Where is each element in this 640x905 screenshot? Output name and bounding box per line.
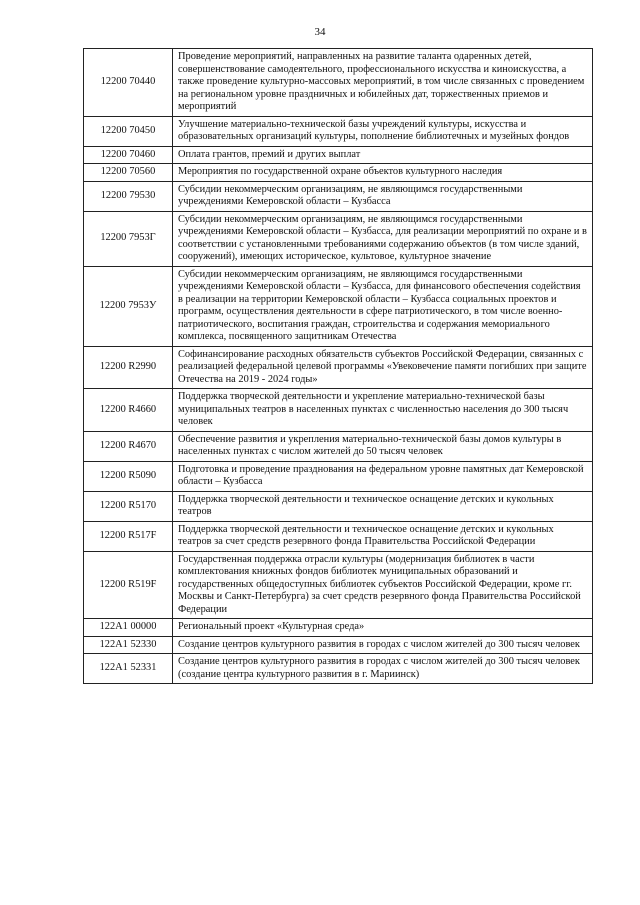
row-code: 12200 70560 bbox=[84, 164, 173, 182]
row-description: Софинансирование расходных обязательств субъектов Российской Федерации, связанных с реализацией федеральной целевой программы «Увековечение памяти погибших при защите Отечества на 2019 - 2024 годы» bbox=[173, 346, 593, 389]
row-code: 12200 R2990 bbox=[84, 346, 173, 389]
table-row bbox=[84, 654, 593, 684]
table-row bbox=[84, 164, 593, 182]
row-code: 12200 R517F bbox=[84, 521, 173, 551]
table-row bbox=[84, 211, 593, 266]
row-description: Поддержка творческой деятельности и укрепление материально-технической базы муниципальных театров в населенных пунктах с численностью населения до 300 тысяч человек bbox=[173, 389, 593, 432]
row-description: Оплата грантов, премий и других выплат bbox=[173, 146, 593, 164]
table-row bbox=[84, 491, 593, 521]
row-code: 12200 79530 bbox=[84, 181, 173, 211]
table-row bbox=[84, 461, 593, 491]
row-code: 122А1 52330 bbox=[84, 636, 173, 654]
table-row bbox=[84, 146, 593, 164]
row-description: Поддержка творческой деятельности и техническое оснащение детских и кукольных театров за счет средств резервного фонда Правительства Российской Федерации bbox=[173, 521, 593, 551]
table-row bbox=[84, 181, 593, 211]
row-code: 12200 R4670 bbox=[84, 431, 173, 461]
row-description: Улучшение материально-технической базы учреждений культуры, искусства и образовательных организаций культуры, пополнение библиотечных и музейных фондов bbox=[173, 116, 593, 146]
row-code: 122А1 52331 bbox=[84, 654, 173, 684]
row-description: Субсидии некоммерческим организациям, не являющимся государственными учреждениями Кемеровской области – Кузбасса bbox=[173, 181, 593, 211]
row-description: Мероприятия по государственной охране объектов культурного наследия bbox=[173, 164, 593, 182]
row-description: Обеспечение развития и укрепления материально-технической базы домов культуры в населенных пунктах с числом жителей до 50 тысяч человек bbox=[173, 431, 593, 461]
row-code: 12200 7953У bbox=[84, 266, 173, 346]
table-row bbox=[84, 389, 593, 432]
row-code: 12200 R519F bbox=[84, 551, 173, 619]
table-row bbox=[84, 346, 593, 389]
table-row bbox=[84, 551, 593, 619]
row-description: Проведение мероприятий, направленных на развитие таланта одаренных детей, совершенствование самодеятельного, профессионального искусства и киноискусства, а также проведение культурно-массовых мероприятий, в том числе связанных с проведением на региональном уровне праздничных и юбилейных дат, торжественных приемов и мероприятий bbox=[173, 49, 593, 117]
row-description: Субсидии некоммерческим организациям, не являющимся государственными учреждениями Кемеровской области – Кузбасса, для финансового обеспечения содействия в реализации на территории Кемеровской области – Кузбасса социальных проектов и программ, осуществления деятельности в сфере патриотического, в том числе военно-патриотического, воспитания граждан, строительства и содержания мемориального комплекса, посвященного защитникам Отечества bbox=[173, 266, 593, 346]
table-row bbox=[84, 116, 593, 146]
row-code: 12200 70440 bbox=[84, 49, 173, 117]
row-description: Создание центров культурного развития в городах с числом жителей до 300 тысяч человек (создание центра культурного развития в г. Мариинск) bbox=[173, 654, 593, 684]
row-code: 12200 R4660 bbox=[84, 389, 173, 432]
table-row bbox=[84, 431, 593, 461]
row-description: Региональный проект «Культурная среда» bbox=[173, 619, 593, 637]
row-description: Создание центров культурного развития в городах с числом жителей до 300 тысяч человек bbox=[173, 636, 593, 654]
row-code: 122А1 00000 bbox=[84, 619, 173, 637]
row-description: Подготовка и проведение празднования на федеральном уровне памятных дат Кемеровской области – Кузбасса bbox=[173, 461, 593, 491]
row-code: 12200 70450 bbox=[84, 116, 173, 146]
budget-classification-table bbox=[83, 48, 593, 684]
table-row bbox=[84, 521, 593, 551]
table-row bbox=[84, 636, 593, 654]
row-description: Субсидии некоммерческим организациям, не являющимся государственными учреждениями Кемеровской области – Кузбасса, для реализации мероприятий по охране и в соответствии с установленными требованиями содержанию объектов (в том числе зданий, сооружений), имеющих историческое, культовое, культурное значение bbox=[173, 211, 593, 266]
row-code: 12200 R5170 bbox=[84, 491, 173, 521]
row-description: Поддержка творческой деятельности и техническое оснащение детских и кукольных театров bbox=[173, 491, 593, 521]
row-code: 12200 70460 bbox=[84, 146, 173, 164]
row-description: Государственная поддержка отрасли культуры (модернизация библиотек в части комплектования книжных фондов библиотек муниципальных образований и государственных общедоступных библиотек субъектов Российской Федерации, кроме гг. Москвы и Санкт-Петербурга) за счет средств резервного фонда Правительства Российской Федерации bbox=[173, 551, 593, 619]
row-code: 12200 R5090 bbox=[84, 461, 173, 491]
table-row bbox=[84, 266, 593, 346]
row-code: 12200 7953Г bbox=[84, 211, 173, 266]
table-row bbox=[84, 619, 593, 637]
table-row bbox=[84, 49, 593, 117]
page-number: 34 bbox=[314, 26, 326, 38]
